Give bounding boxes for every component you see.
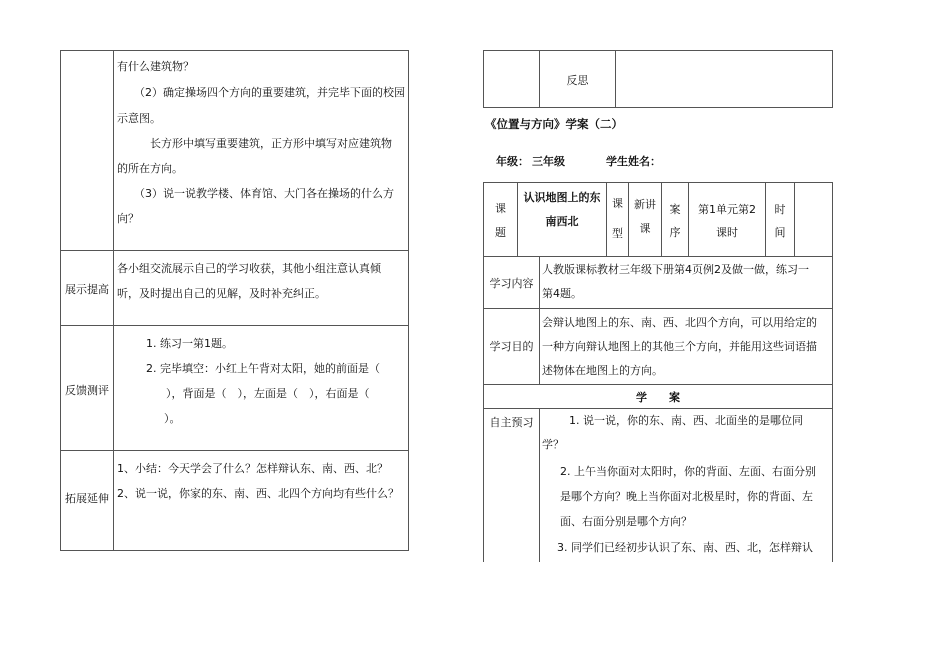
table-border — [483, 107, 833, 108]
row-label-preview: 自主预习 — [489, 416, 534, 429]
table-border — [628, 182, 629, 256]
reflection-label: 反思 — [566, 74, 589, 87]
cell-line: 2、说一说，你家的东、南、西、北四个方向均有些什么？ — [117, 487, 399, 500]
table-border — [688, 182, 689, 256]
sequence-value: 课时 — [716, 226, 738, 239]
table-border — [60, 550, 409, 551]
cell-line: 是哪个方向？晚上当你面对北极星时，你的背面、左 — [560, 490, 813, 503]
cell-line: 会辩认地图上的东、南、西、北四个方向，可以用给定的 — [542, 316, 817, 329]
cell-line: 向？ — [117, 212, 139, 225]
table-border — [483, 182, 833, 183]
table-border — [539, 256, 540, 384]
table-border — [606, 182, 607, 256]
cell-line: 1、小结：今天学会了什么？怎样辩认东、南、西、北？ — [117, 462, 388, 475]
sequence-value: 第1单元第2 — [698, 203, 756, 216]
header-keti: 课 — [495, 202, 506, 215]
row-label-content: 学习内容 — [489, 277, 534, 290]
table-border — [60, 50, 61, 550]
section-title: 学 案 — [636, 391, 680, 404]
table-border — [483, 50, 833, 51]
cell-line: ），背面是（ ），左面是（ ），右面是（ — [166, 387, 370, 400]
table-border — [615, 50, 616, 107]
type-value: 课 — [639, 222, 651, 235]
cell-line: 面、右面分别是哪个方向？ — [560, 515, 692, 528]
cell-line: 2. 上午当你面对太阳时，你的背面、左面、右面分别 — [560, 465, 816, 478]
cell-line: 的所在方向。 — [117, 162, 183, 175]
doc-title: 《位置与方向》学案（二） — [485, 117, 623, 131]
cell-line: 3. 同学们已经初步认识了东、南、西、北，怎样辩认 — [557, 541, 813, 554]
cell-line: 有什么建筑物？ — [117, 60, 194, 73]
header-keti: 题 — [495, 226, 506, 239]
cell-line: 述物体在地图上的方向。 — [542, 364, 663, 377]
row-label-zhanshi: 展示提高 — [65, 283, 109, 296]
cell-line: 一种方向辩认地图上的其他三个方向，并能用这些词语描 — [542, 340, 817, 353]
header-anxu: 案 — [669, 203, 681, 216]
header-time: 间 — [774, 226, 786, 239]
cell-line: 1. 练习一第1题。 — [146, 337, 233, 350]
table-border — [765, 182, 766, 256]
table-border — [832, 182, 833, 562]
table-border — [483, 384, 833, 385]
cell-line: 听，及时提出自己的见解，及时补充纠正。 — [117, 287, 326, 300]
cell-line: 长方形中填写重要建筑，正方形中填写对应建筑物 — [150, 137, 392, 150]
cell-line: 1. 说一说，你的东、南、西、北面坐的是哪位同 — [569, 414, 803, 427]
cell-line: 各小组交流展示自己的学习收获，其他小组注意认真倾 — [117, 262, 381, 275]
grade-value: 三年级 — [532, 155, 565, 168]
type-value: 新讲 — [634, 198, 656, 211]
row-label-tuozhan: 拓展延伸 — [65, 492, 109, 505]
table-border — [539, 408, 540, 562]
cell-line: 第4题。 — [542, 287, 582, 300]
cell-line: 学？ — [542, 438, 564, 451]
table-border — [113, 50, 114, 550]
cell-line: 2. 完毕填空：小红上午背对太阳，她的前面是（ — [146, 362, 380, 375]
topic-title: 认识地图上的东 — [523, 191, 601, 204]
header-time: 时 — [774, 203, 786, 216]
header-kexing: 型 — [612, 227, 623, 240]
row-label-goal: 学习目的 — [489, 340, 534, 353]
header-kexing: 课 — [612, 197, 623, 210]
table-border — [661, 182, 662, 256]
cell-line: 示意图。 — [117, 112, 161, 125]
student-name-label: 学生姓名： — [606, 155, 661, 168]
cell-line: ）。 — [164, 412, 181, 425]
table-border — [483, 308, 833, 309]
table-border — [794, 182, 795, 256]
table-border — [832, 50, 833, 108]
table-border — [483, 50, 484, 107]
topic-title: 南西北 — [545, 215, 579, 228]
header-anxu: 序 — [669, 226, 681, 239]
cell-line: （2）确定操场四个方向的重要建筑，并完毕下面的校园 — [134, 86, 405, 99]
cell-line: 人教版课标教材三年级下册第4页例2及做一做，练习一 — [542, 263, 809, 276]
table-border — [408, 50, 409, 551]
grade-label: 年级： — [496, 155, 529, 168]
row-label-fankui: 反馈测评 — [65, 384, 109, 397]
cell-line: （3）说一说教学楼、体育馆、大门各在操场的什么方 — [134, 187, 394, 200]
